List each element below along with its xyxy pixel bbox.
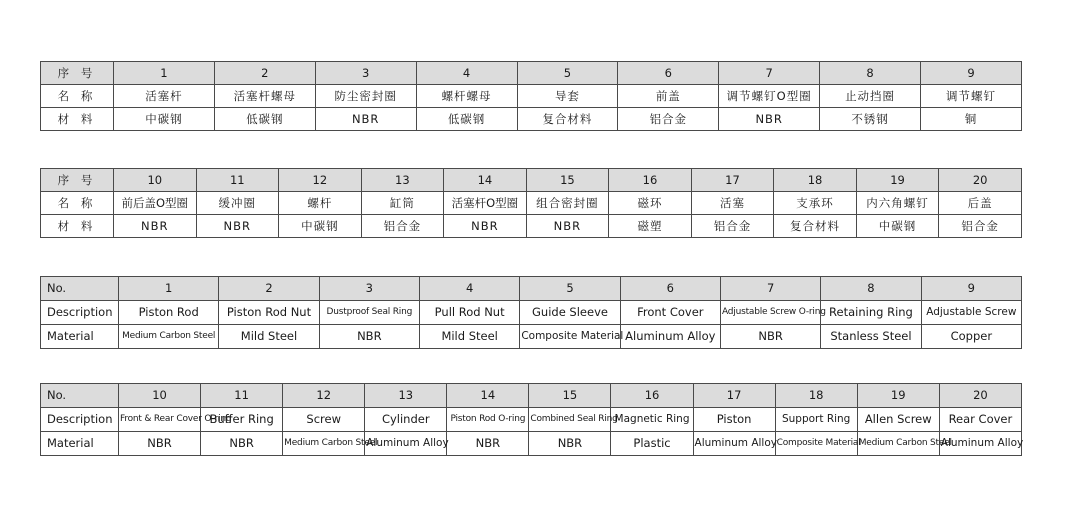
part-name: Piston [693, 408, 775, 432]
part-material: 中碳钢 [856, 215, 939, 238]
part-number: 12 [279, 169, 362, 192]
part-number: 7 [719, 62, 820, 85]
part-name: Front Cover [620, 301, 720, 325]
material-row [41, 215, 1022, 238]
part-material: 复合材料 [517, 108, 618, 131]
part-name: Combined Seal Ring [529, 408, 611, 432]
part-number: 2 [219, 277, 319, 301]
part-name: Retaining Ring [821, 301, 921, 325]
part-name: 活塞杆 [114, 85, 215, 108]
part-number: 17 [693, 384, 775, 408]
part-number: 16 [611, 384, 693, 408]
part-name: 螺杆螺母 [416, 85, 517, 108]
part-name: 活塞杆螺母 [214, 85, 315, 108]
part-number: 11 [201, 384, 283, 408]
part-name: 止动挡圈 [820, 85, 921, 108]
part-name: Cylinder [365, 408, 447, 432]
parts-table-cn-2 [40, 168, 1022, 238]
part-number: 15 [529, 384, 611, 408]
part-name: Piston Rod Nut [219, 301, 319, 325]
part-name: Piston Rod O-ring [447, 408, 529, 432]
part-name: 内六角螺钉 [856, 192, 939, 215]
part-number: 13 [361, 169, 444, 192]
part-name: 螺杆 [279, 192, 362, 215]
row-header-name: Description [41, 408, 119, 432]
part-number: 1 [114, 62, 215, 85]
part-name: 磁环 [609, 192, 692, 215]
part-name: 调节螺钉 [921, 85, 1022, 108]
part-material: 铝合金 [618, 108, 719, 131]
part-number: 16 [609, 169, 692, 192]
name-row [41, 301, 1022, 325]
part-material: Aluminum Alloy [693, 432, 775, 456]
part-material: Plastic [611, 432, 693, 456]
part-material: NBR [114, 215, 197, 238]
part-material: Aluminum Alloy [620, 325, 720, 349]
part-material: NBR [444, 215, 527, 238]
name-row [41, 408, 1022, 432]
row-header-material: 材 料 [41, 215, 114, 238]
part-material: Stanless Steel [821, 325, 921, 349]
part-material: NBR [319, 325, 419, 349]
part-name: Adjustable Screw O-ring [720, 301, 820, 325]
part-material: 中碳钢 [114, 108, 215, 131]
part-material: 低碳钢 [416, 108, 517, 131]
part-number: 4 [416, 62, 517, 85]
part-name: Buffer Ring [201, 408, 283, 432]
row-header-name: 名 称 [41, 192, 114, 215]
material-row [41, 325, 1022, 349]
part-name: 前盖 [618, 85, 719, 108]
row-header-name: 名 称 [41, 85, 114, 108]
part-material: 中碳钢 [279, 215, 362, 238]
parts-table-en-2 [40, 383, 1022, 456]
part-name: Front & Rear Cover O-ring [119, 408, 201, 432]
parts-table-en-1 [40, 276, 1022, 349]
material-row [41, 432, 1022, 456]
part-name: 缸筒 [361, 192, 444, 215]
part-material: 磁塑 [609, 215, 692, 238]
part-name: Allen Screw [857, 408, 939, 432]
part-number: 19 [856, 169, 939, 192]
part-material: NBR [447, 432, 529, 456]
part-material: NBR [315, 108, 416, 131]
part-material: Medium Carbon Steel [119, 325, 219, 349]
part-number: 3 [315, 62, 416, 85]
part-number: 20 [939, 384, 1021, 408]
row-header-name: Description [41, 301, 119, 325]
part-material: Composite Material [520, 325, 620, 349]
part-number: 7 [720, 277, 820, 301]
part-name: Piston Rod [119, 301, 219, 325]
part-material: Medium Carbon Steel [283, 432, 365, 456]
part-number: 17 [691, 169, 774, 192]
part-number: 1 [119, 277, 219, 301]
part-material: Mild Steel [219, 325, 319, 349]
part-number: 5 [517, 62, 618, 85]
part-name: 活塞 [691, 192, 774, 215]
part-number: 3 [319, 277, 419, 301]
row-header-number: No. [41, 277, 119, 301]
part-number: 14 [447, 384, 529, 408]
part-material: NBR [196, 215, 279, 238]
part-number: 14 [444, 169, 527, 192]
part-material: Copper [921, 325, 1021, 349]
part-material: 不锈钢 [820, 108, 921, 131]
row-header-number: No. [41, 384, 119, 408]
row-header-material: Material [41, 325, 119, 349]
part-material: 铜 [921, 108, 1022, 131]
row-header-number: 序 号 [41, 62, 114, 85]
part-name: Rear Cover [939, 408, 1021, 432]
part-name: 支承环 [774, 192, 857, 215]
part-number: 8 [821, 277, 921, 301]
part-material: 低碳钢 [214, 108, 315, 131]
part-number: 18 [775, 384, 857, 408]
part-name: Guide Sleeve [520, 301, 620, 325]
part-name: Dustproof Seal Ring [319, 301, 419, 325]
part-number: 6 [618, 62, 719, 85]
part-material: 铝合金 [691, 215, 774, 238]
part-name: 导套 [517, 85, 618, 108]
part-name: 调节螺钉O型圈 [719, 85, 820, 108]
part-number: 11 [196, 169, 279, 192]
part-material: Composite Material [775, 432, 857, 456]
part-number: 8 [820, 62, 921, 85]
part-material: NBR [720, 325, 820, 349]
part-name: 缓冲圈 [196, 192, 279, 215]
part-name: 后盖 [939, 192, 1022, 215]
name-row [41, 192, 1022, 215]
part-number: 20 [939, 169, 1022, 192]
row-header-material: Material [41, 432, 119, 456]
part-material: NBR [719, 108, 820, 131]
part-number: 18 [774, 169, 857, 192]
part-number: 10 [119, 384, 201, 408]
number-row [41, 277, 1022, 301]
part-material: 铝合金 [939, 215, 1022, 238]
part-number: 6 [620, 277, 720, 301]
part-material: Aluminum Alloy [365, 432, 447, 456]
part-material: Mild Steel [419, 325, 519, 349]
part-name: 防尘密封圈 [315, 85, 416, 108]
name-row [41, 85, 1022, 108]
part-name: Screw [283, 408, 365, 432]
part-material: NBR [119, 432, 201, 456]
row-header-material: 材 料 [41, 108, 114, 131]
part-name: Magnetic Ring [611, 408, 693, 432]
part-material: NBR [526, 215, 609, 238]
part-number: 5 [520, 277, 620, 301]
part-material: 铝合金 [361, 215, 444, 238]
number-row [41, 384, 1022, 408]
row-header-number: 序 号 [41, 169, 114, 192]
part-number: 12 [283, 384, 365, 408]
part-name: Support Ring [775, 408, 857, 432]
part-name: Adjustable Screw [921, 301, 1021, 325]
part-number: 15 [526, 169, 609, 192]
part-material: 复合材料 [774, 215, 857, 238]
part-number: 2 [214, 62, 315, 85]
parts-table-cn-1 [40, 61, 1022, 131]
part-number: 19 [857, 384, 939, 408]
part-material: Medium Carbon Steel [857, 432, 939, 456]
part-material: NBR [529, 432, 611, 456]
part-name: 前后盖O型圈 [114, 192, 197, 215]
part-number: 13 [365, 384, 447, 408]
part-number: 9 [921, 62, 1022, 85]
part-name: 组合密封圈 [526, 192, 609, 215]
part-number: 9 [921, 277, 1021, 301]
part-material: NBR [201, 432, 283, 456]
part-number: 10 [114, 169, 197, 192]
material-row [41, 108, 1022, 131]
part-number: 4 [419, 277, 519, 301]
part-name: 活塞杆O型圈 [444, 192, 527, 215]
part-material: Aluminum Alloy [939, 432, 1021, 456]
number-row [41, 62, 1022, 85]
part-name: Pull Rod Nut [419, 301, 519, 325]
number-row [41, 169, 1022, 192]
